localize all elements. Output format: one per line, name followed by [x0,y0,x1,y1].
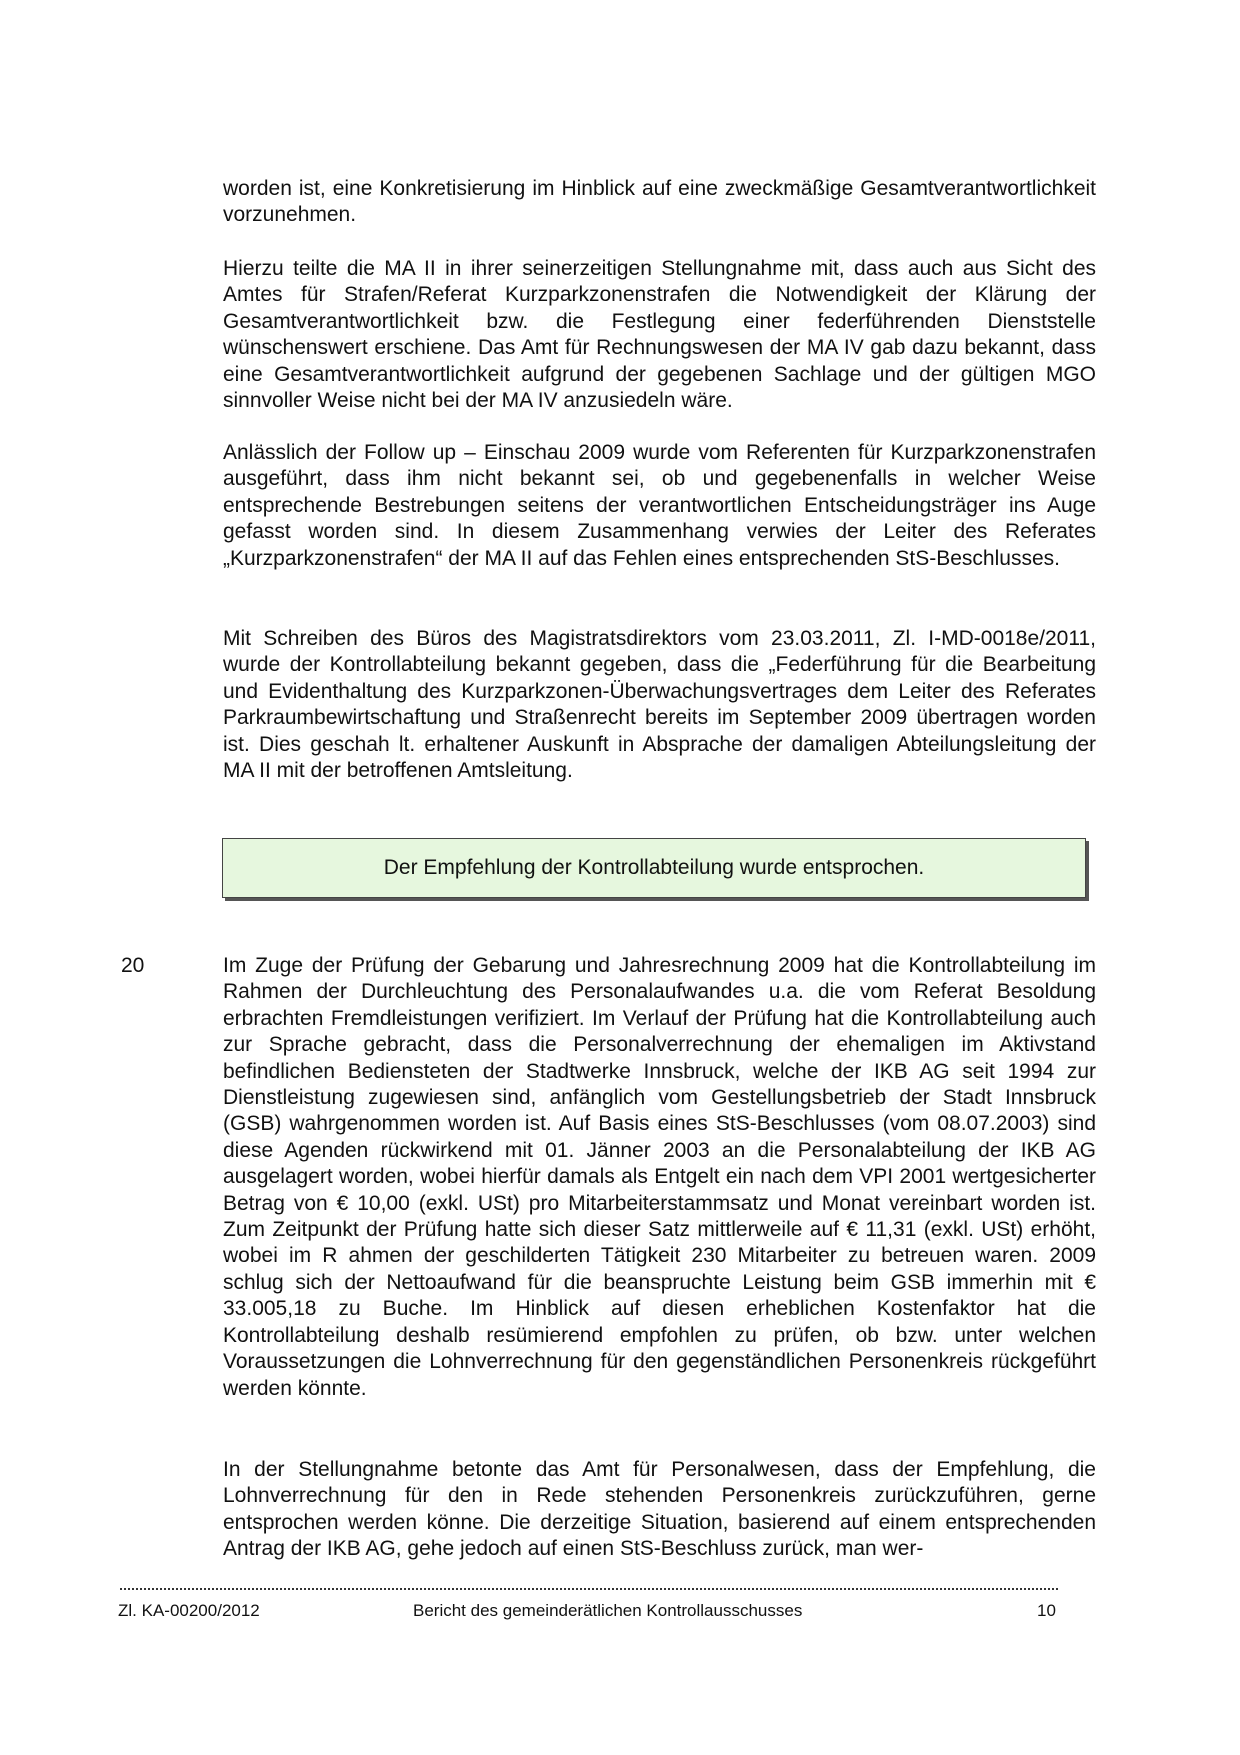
footer-divider [120,1588,1058,1590]
paragraph-4: Mit Schreiben des Büros des Magistratsdirektors vom 23.03.2011, Zl. I-MD-0018e/2011, wurde der Kontrollabteilung bekannt gegeben, dass die „Federführung für die Bearbeitung und Evidenthaltung des Kurzparkzonen-Überwachungsvertrages dem Leiter des Referates Parkraumbewirtschaftung und Straßenrecht bereits im September 2009 übertragen worden ist. Dies geschah lt. erhaltener Auskunft in Absprache der damaligen Abteilungsleitung der MA II mit der betroffenen Amtsleitung. [223,627,1096,783]
page-number: 10 [1037,1601,1056,1620]
callout-text: Der Empfehlung der Kontrollabteilung wurde entsprochen. [383,856,925,879]
recommendation-callout [222,838,1086,898]
footer-title: Bericht des gemeinderätlichen Kontrollausschusses [413,1601,803,1620]
paragraph-6: In der Stellungnahme betonte das Amt für Personalwesen, dass der Empfehlung, die Lohnverrechnung für den in Rede stehenden Personenkreis zurückzuführen, gerne entsprochen werden könne. Die derzeitige Situation, basierend auf einem entsprechenden Antrag der IKB AG, gehe jedoch auf einen StS-Beschluss zurück, man wer- [223,1458,1096,1561]
paragraph-2: Hierzu teilte die MA II in ihrer seinerzeitigen Stellungnahme mit, dass auch aus Sicht des Amtes für Strafen/Referat Kurzparkzonenstrafen die Notwendigkeit der Klärung der Gesamtverantwortlichkeit bzw. die Festlegung einer federführenden Dienststelle wünschenswert erschiene. Das Amt für Rechnungswesen der MA IV gab dazu bekannt, dass eine Gesamtverantwortlichkeit aufgrund der gegebenen Sachlage und der gültigen MGO sinnvoller Weise nicht bei der MA IV anzusiedeln wäre. [223,257,1096,413]
paragraph-1: worden ist, eine Konkretisierung im Hinblick auf eine zweckmäßige Gesamtverantwortlichkeit vorzunehmen. [223,177,1096,227]
paragraph-5: Im Zuge der Prüfung der Gebarung und Jahresrechnung 2009 hat die Kontrollabteilung im Rahmen der Durchleuchtung des Personalaufwandes u.a. die vom Referat Besoldung erbrachten Fremdleistungen verifiziert. Im Verlauf der Prüfung hat die Kontrollabteilung auch zur Sprache gebracht, dass die Personalverrechnung der ehemaligen im Aktivstand befindlichen Bediensteten der Stadtwerke Innsbruck, welche der IKB AG seit 1994 zur Dienstleistung zugewiesen sind, anfänglich vom Gestellungsbetrieb der Stadt Innsbruck (GSB) wahrgenommen worden ist. Auf Basis eines StS-Beschlusses (vom 08.07.2003) sind diese Agenden rückwirkend mit 01. Jänner 2003 an die Personalabteilung der IKB AG ausgelagert worden, wobei hierfür damals als Entgelt ein nach dem VPI 2001 wertgesicherter Betrag von € 10,00 (exkl. USt) pro Mitarbeiterstammsatz und Monat vereinbart worden ist. Zum Zeitpunkt der Prüfung hatte sich dieser Satz mittlerweile auf € 11,31 (exkl. USt) erhöht, wobei im R ahmen der geschilderten Tätigkeit 230 Mitarbeiter zu betreuen waren. 2009 schlug sich der Nettoaufwand für die beanspruchte Leistung beim GSB immerhin mit € 33.005,18 zu Buche. Im Hinblick auf diesen erheblichen Kostenfaktor hat die Kontrollabteilung deshalb resümierend empfohlen zu prüfen, ob bzw. unter welchen Voraussetzungen die Lohnverrechnung für den gegenständlichen Personenkreis rückgeführt werden könnte. [223,954,1096,1400]
footer-reference: Zl. KA-00200/2012 [118,1601,260,1620]
paragraph-3: Anlässlich der Follow up – Einschau 2009 wurde vom Referenten für Kurzparkzonenstrafen ausgeführt, dass ihm nicht bekannt sei, ob und gegebenenfalls in welcher Weise entsprechende Bestrebungen seitens der verantwortlichen Entscheidungsträger ins Auge gefasst worden sind. In diesem Zusammenhang verwies der Leiter des Referates „Kurzparkzonenstrafen“ der MA II auf das Fehlen eines entsprechenden StS-Beschlusses. [223,441,1096,570]
item-number: 20 [121,954,145,977]
